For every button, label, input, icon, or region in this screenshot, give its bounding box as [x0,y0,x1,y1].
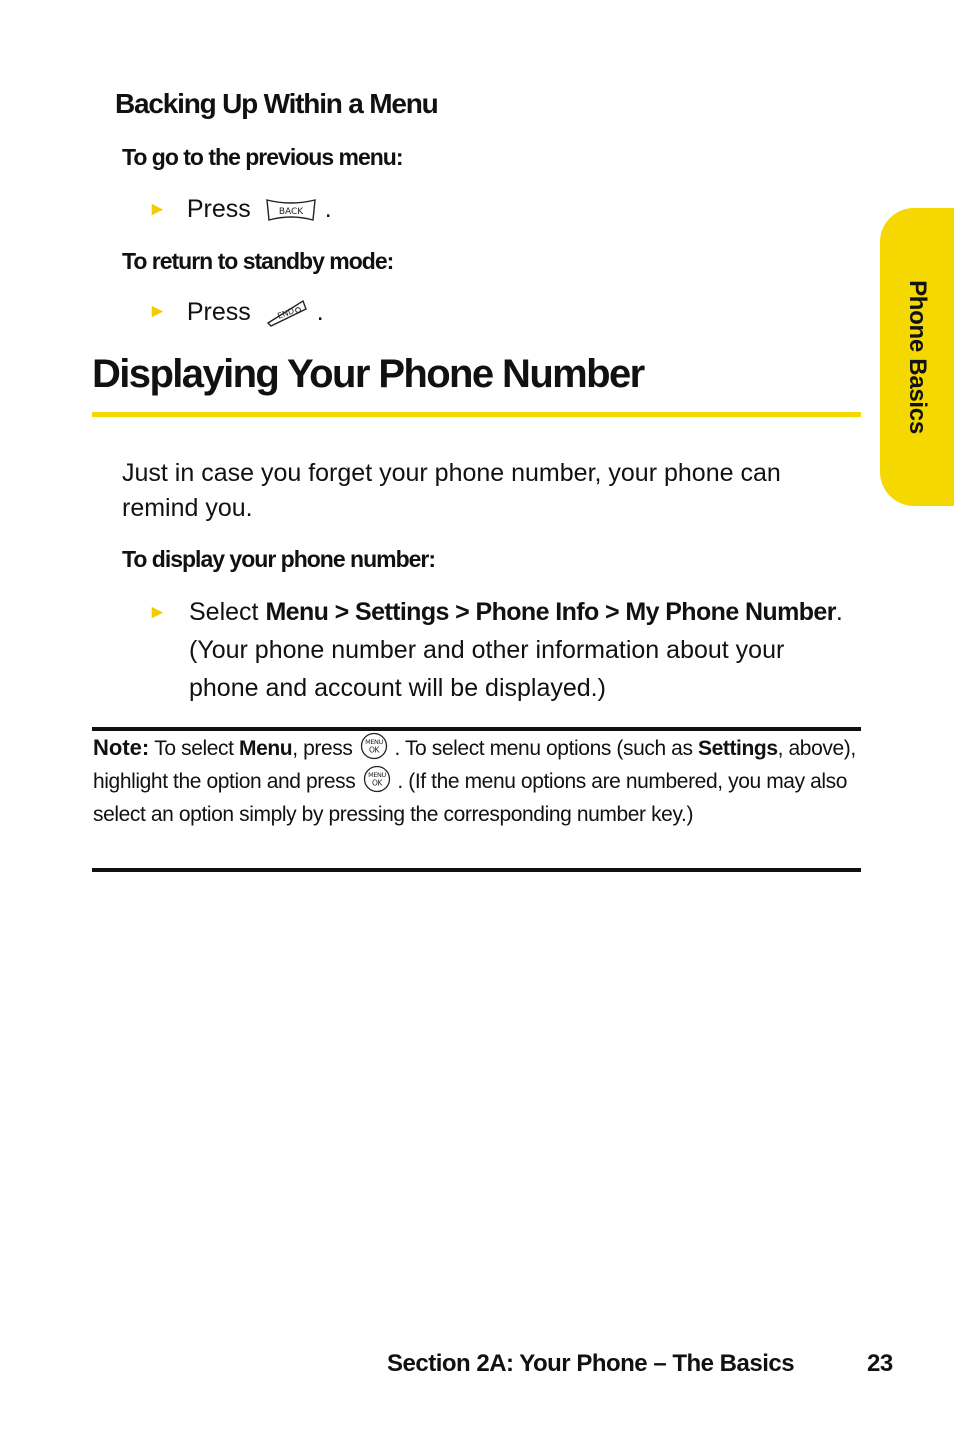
footer-section-title: Section 2A: Your Phone – The Basics [387,1350,795,1377]
svg-text:MENU: MENU [365,738,384,747]
menu-ok-key-icon [363,765,391,793]
back-key-icon [265,197,317,223]
previous-menu-label: To go to the previous menu: [122,144,403,170]
standby-mode-step: ► Press END . [148,297,324,326]
svg-text:OK: OK [372,778,383,788]
note-bottom-rule [92,868,861,872]
intro-paragraph: Just in case you forget your phone number, your phone can remind you. [122,459,781,522]
standby-mode-label: To return to standby mode: [122,248,394,274]
bullet-arrow-icon: ► [148,301,167,322]
side-tab-label: Phone Basics [904,280,931,434]
section-side-tab [880,208,954,506]
note-block: Note: To select Menu, press MENU OK . To select menu options (such as Settings, above), highlight the option and press MENU OK . (If the menu options are numbered, you may also select an option simply by pressing the corresponding number key.) [93,731,861,831]
svg-text:MENU: MENU [368,771,387,780]
menu-term: Menu [239,737,293,760]
select-word: Select [189,598,259,626]
menu-path: Menu > Settings > Phone Info > My Phone Number [265,598,836,626]
svg-text:BACK: BACK [278,206,303,217]
menu-ok-key-icon [360,732,388,760]
svg-text:END: END [275,306,296,321]
select-tail: . (Your phone number and other information about your phone and account will be displayed.) [189,598,843,702]
page-number: 23 [867,1350,893,1377]
press-text: Press [186,195,251,223]
page-title: Displaying Your Phone Number [92,352,644,396]
settings-term: Settings [697,737,778,760]
svg-text:OK: OK [369,745,380,755]
previous-menu-step: ► Press BACK . [148,195,332,223]
select-instruction [189,593,859,707]
note-label: Note: [93,735,150,760]
title-underline [92,412,861,417]
display-number-label: To display your phone number: [122,546,436,572]
subheading-backing-up: Backing Up Within a Menu [115,88,438,119]
end-power-key-icon [265,297,309,327]
bullet-arrow-icon: ► [148,198,167,220]
press-text: Press [186,297,251,326]
bullet-arrow-icon: ► [148,602,167,623]
